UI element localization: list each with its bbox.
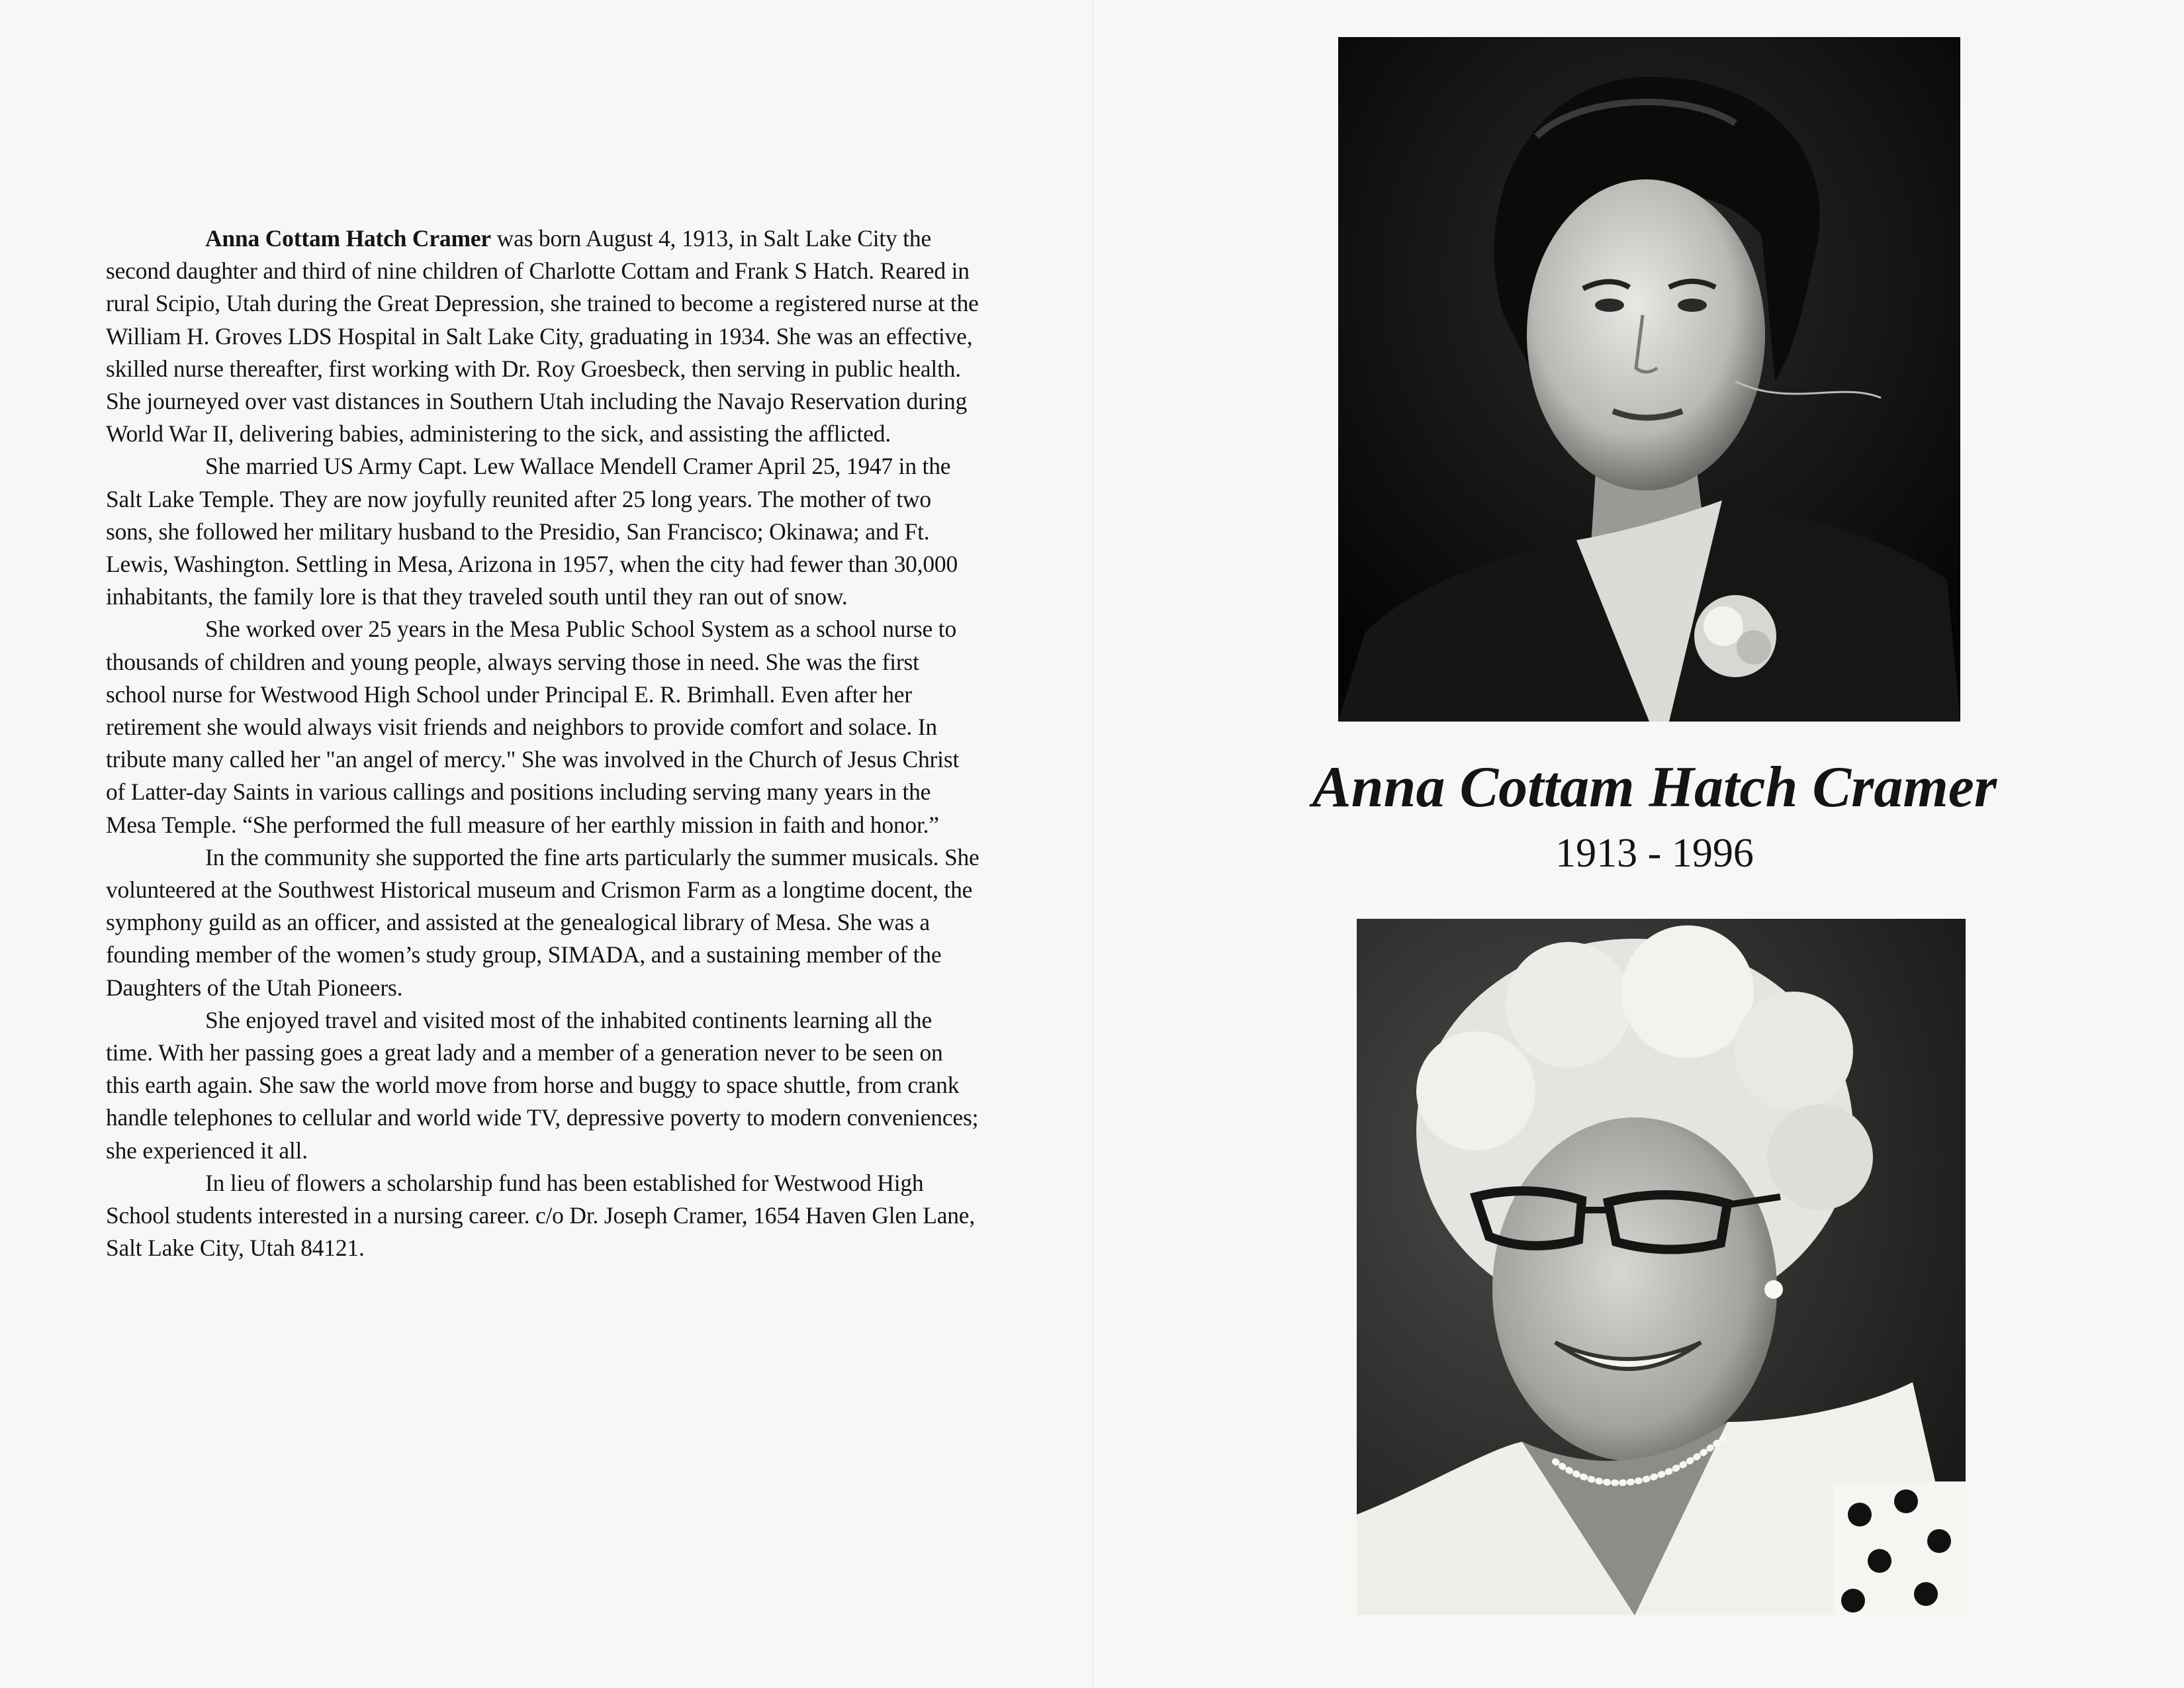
obituary-paragraph-5: She enjoyed travel and visited most of the inhabited continents learning all the time. With her passing goes a great lady and a member of a generation never to be seen on this earth again. She saw the world move from horse and buggy to space shuttle, from crank handle telephones to cellular and world wide TV, depressive poverty to modern conveniences; she experienced it all. [106, 1006, 979, 1164]
obituary-paragraph-3: She worked over 25 years in the Mesa Public School System as a school nurse to thousands of children and young people, always serving those in need. She was the first school nurse for Westwood High School under Principal E. R. Brimhall. Even after her retirement she would always visit friends and neighbors to provide comfort and solace. In tribute many called her "an angel of mercy." She was involved in the Church of Jesus Christ of Latter-day Saints in various callings and positions including serving many years in the Mesa Temple. “She performed the full measure of her earthly mission in faith and honor.” [106, 616, 960, 838]
obituary-paragraph-1 [106, 222, 979, 450]
memorial-name-title: Anna Cottam Hatch Cramer [1312, 755, 1997, 820]
memorial-years: 1913 - 1996 [1555, 831, 1754, 876]
obituary-paragraph-6: In lieu of flowers a scholarship fund has been established for Westwood High School students interested in a nursing career. c/o Dr. Joseph Cramer, 1654 Haven Glen Lane, Salt Lake City, Utah 84121. [106, 1169, 976, 1262]
portrait-elderly-graphic [1357, 919, 1966, 1615]
page-fold [1092, 0, 1093, 1688]
portrait-photo-young [1338, 37, 1960, 722]
portrait-photo-elderly [1357, 919, 1966, 1615]
obituary-lead-name: Anna Cottam Hatch Cramer [205, 225, 491, 252]
obituary-paragraph-2: She married US Army Capt. Lew Wallace Mendell Cramer April 25, 1947 in the Salt Lake Temple. They are now joyfully reunited after 25 long years. The mother of two sons, she followed her military husband to the Presidio, San Francisco; Okinawa; and Ft. Lewis, Washington. Settling in Mesa, Arizona in 1957, when the city had fewer than 30,000 inhabitants, the family lore is that they traveled south until they ran out of snow. [106, 453, 958, 610]
portrait-young-graphic [1338, 37, 1960, 722]
obituary-text [106, 222, 979, 1265]
obituary-paragraph-4: In the community she supported the fine arts particularly the summer musicals. She volunteered at the Southwest Historical museum and Crismon Farm as a longtime docent, the symphony guild as an officer, and assisted at the genealogical library of Mesa. She was a founding member of the women’s study group, SIMADA, and a sustaining member of the Daughters of the Utah Pioneers. [106, 843, 979, 1001]
obituary-paragraph-1-body: was born August 4, 1913, in Salt Lake City the second daughter and third of nine children of Charlotte Cottam and Frank S Hatch. Reared in rural Scipio, Utah during the Great Depression, she trained to become a registered nurse at the William H. Groves LDS Hospital in Salt Lake City, graduating in 1934. She was an effective, skilled nurse thereafter, first working with Dr. Roy Groesbeck, then serving in public health. She journeyed over vast distances in Southern Utah including the Navajo Reservation during World War II, delivering babies, administering to the sick, and assisting the afflicted. [106, 225, 979, 447]
